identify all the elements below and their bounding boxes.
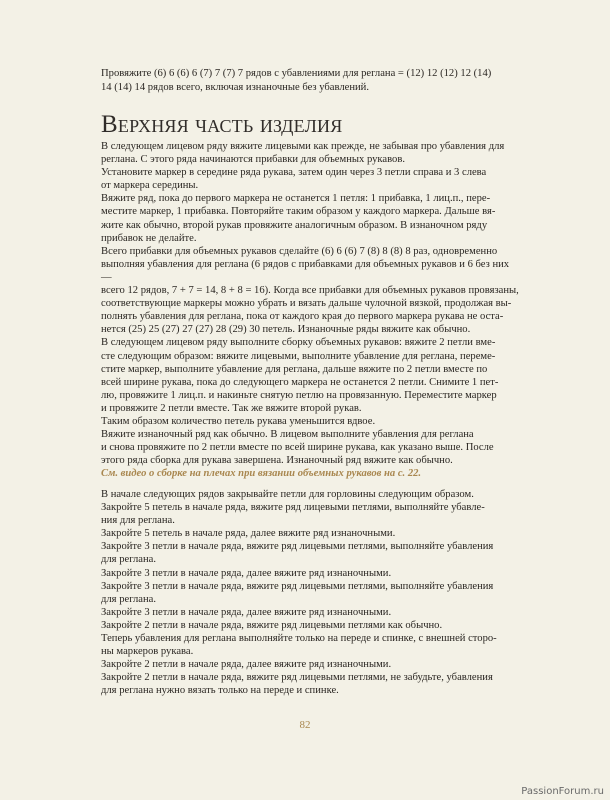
text-line: этого ряда сборка для рукава завершена. Изнаночный ряд вяжите как обычно. [101,455,453,467]
text-line: для реглана. [101,554,157,566]
text-line: Закройте 2 петли в начале ряда, далее вяжите ряд изнаночными. [101,659,392,671]
text-line: Закройте 3 петли в начале ряда, далее вяжите ряд изнаночными. [101,606,392,618]
text-line: Таким образом количество петель рукава уменьшится вдвое. [101,415,376,427]
text-line: от маркера середины. [101,180,199,192]
text-line: Закройте 2 петли в начале ряда, вяжите ряд лицевыми петлями как обычно. [101,619,443,631]
text-line: Закройте 3 петли в начале ряда, вяжите ряд лицевыми петлями, выполняйте убавления [101,580,494,592]
text-line: В следующем лицевом ряду выполните сборку объемных рукавов: вяжите 2 петли вме- [101,337,496,349]
text-line: Закройте 3 петли в начале ряда, вяжите ряд лицевыми петлями, выполняйте убавления [101,541,494,553]
text-line: Закройте 3 петли в начале ряда, далее вяжите ряд изнаночными. [101,567,392,579]
text-line: стите маркер, выполните убавление для реглана, дальше вяжите по 2 петли вместе по [101,363,488,375]
text-line: В начале следующих рядов закрывайте петли для горловины следующим образом. [101,489,474,500]
text-line: для реглана нужно вязать только на переде и спинке. [101,685,339,697]
text-line: В следующем лицевом ряду вяжите лицевыми как прежде, не забывая про убавления для [101,141,505,152]
section-heading: Верхняя часть изделия [101,111,343,138]
text-line: Провяжите (6) 6 (6) 6 (7) 7 (7) 7 рядов с убавлениями для реглана = (12) 12 (12) 12 (14) [101,68,492,79]
text-line: Всего прибавки для объемных рукавов сделайте (6) 6 (6) 7 (8) 8 (8) 8 раз, одновременно [101,245,498,257]
page-number: 82 [299,719,311,731]
text-line: выполняя убавления для реглана (6 рядов с прибавками для объемных рукавов и 6 без них — [101,258,510,283]
text-line: ны маркеров рукава. [101,646,194,658]
text-line: полнять убавления для реглана, пока от каждого края до первого маркера рукава не оста- [101,311,504,323]
intro-paragraph [101,67,521,95]
neckline-section [101,488,522,698]
instructions-section [101,140,522,480]
text-line: Теперь убавления для реглана выполняйте только на переде и спинке, с внешней сторо- [101,633,497,645]
text-line: Установите маркер в середине ряда рукава, затем один через 3 петли справа и 3 слева [101,167,487,179]
text-line: Вяжите ряд, пока до первого маркера не останется 1 петля: 1 прибавка, 1 лиц.п., пере- [101,193,491,205]
text-line: местите маркер, 1 прибавка. Повторяйте таким образом у каждого маркера. Дальше вя- [101,206,496,218]
text-line: для реглана. [101,593,157,605]
text-line: соответствующие маркеры можно убрать и вязать дальше чулочной вязкой, продолжая вы- [101,298,512,310]
text-line: прибавок не делайте. [101,232,197,244]
text-line: сте следующим образом: вяжите лицевыми, выполните убавление для реглана, переме- [101,350,496,362]
text-line: всей ширине рукава, пока до следующего маркера не останется 2 петли. Снимите 1 пет- [101,376,499,388]
text-line: лю, провяжите 1 лиц.п. и накиньте снятую петлю на провязанную. Переместите маркер [101,389,497,401]
text-line: Закройте 5 петель в начале ряда, вяжите ряд лицевыми петлями, выполняйте убавле- [101,502,485,514]
text-line: жите как обычно, второй рукав провяжите аналогичным образом. В изнаночном ряду [101,219,488,231]
text-line: нется (25) 25 (27) 27 (27) 28 (29) 30 петель. Изнаночные ряды вяжите как обычно. [101,324,471,336]
text-line: ния для реглана. [101,515,175,527]
text-line: Закройте 5 петель в начале ряда, далее вяжите ряд изнаночными. [101,528,396,540]
text-line: Вяжите изнаночный ряд как обычно. В лицевом выполните убавления для реглана [101,429,474,441]
text-line: всего 12 рядов, 7 + 7 = 14, 8 + 8 = 16). Когда все прибавки для объемных рукавов провязаны, [101,285,519,297]
text-line: 14 (14) 14 рядов всего, включая изнаночные без убавлений. [101,82,369,94]
text-line: Закройте 2 петли в начале ряда, вяжите ряд лицевыми петлями, не забудьте, убавления [101,672,493,684]
text-line: и снова провяжите по 2 петли вместе по всей ширине рукава, как указано выше. После [101,442,494,454]
video-reference-link[interactable]: См. видео о сборке на плечах при вязании объемных рукавов на с. 22. [101,468,422,480]
text-line: и провяжите 2 петли вместе. Так же вяжите второй рукав. [101,402,362,414]
watermark: PassionForum.ru [521,786,604,797]
text-line: реглана. С этого ряда начинаются прибавки для объемных рукавов. [101,154,405,166]
